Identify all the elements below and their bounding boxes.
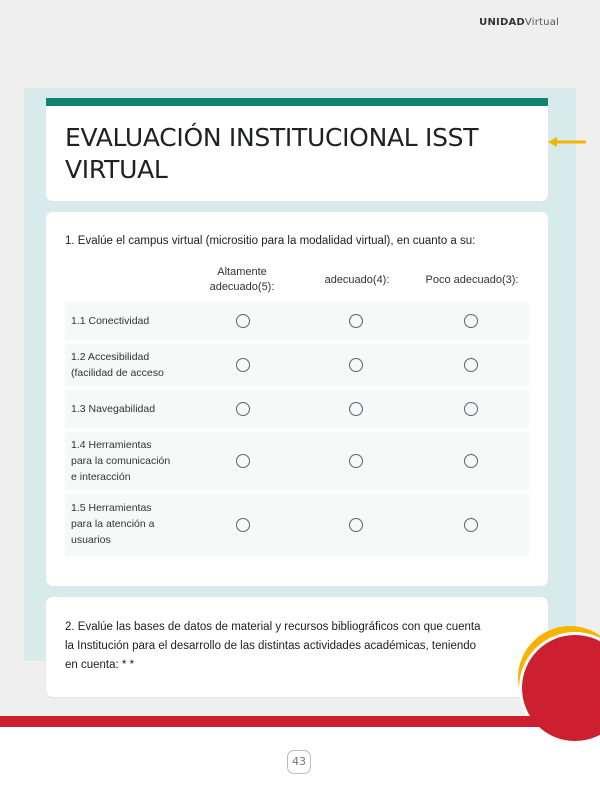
row-label: 1.1 Conectividad <box>71 315 150 327</box>
radio-accesibilidad-3[interactable] <box>464 358 478 372</box>
row-label: 1.2 Accesibilidad (facilidad de acceso <box>71 351 164 379</box>
radio-accesibilidad-4[interactable] <box>349 358 363 372</box>
row-label: 1.5 Herramientas para la atención a usuarios <box>71 502 155 546</box>
form-title: EVALUACIÓN INSTITUCIONAL ISST VIRTUAL <box>65 123 479 184</box>
radio-navegabilidad-3[interactable] <box>464 402 478 416</box>
brand-logo: UNIDADVirtual <box>479 17 559 28</box>
radio-atencion-3[interactable] <box>464 518 478 532</box>
grid-row-comunicacion <box>65 432 529 490</box>
radio-comunicacion-5[interactable] <box>236 454 250 468</box>
row-label: 1.3 Navegabilidad <box>71 403 156 415</box>
row-label: 1.4 Herramientas para la comunicación e interacción <box>71 439 171 483</box>
footer-red-band <box>0 716 600 727</box>
radio-atencion-4[interactable] <box>349 518 363 532</box>
radio-comunicacion-3[interactable] <box>464 454 478 468</box>
question-2-card <box>46 597 548 697</box>
radio-conectividad-5[interactable] <box>236 314 250 328</box>
title-accent-bar <box>46 98 548 106</box>
page-number: 43 <box>287 750 311 774</box>
grid-row-atencion <box>65 494 529 556</box>
radio-accesibilidad-5[interactable] <box>236 358 250 372</box>
radio-navegabilidad-5[interactable] <box>236 402 250 416</box>
form-screenshot <box>24 88 576 671</box>
radio-conectividad-3[interactable] <box>464 314 478 328</box>
question-2-text: 2. Evalúe las bases de datos de material y recursos bibliográficos con que cuenta la Institución para el desarrollo de las distintas actividades académicas, teniendo en cuenta: * * <box>65 621 481 671</box>
grid-row-conectividad <box>65 302 529 340</box>
form-title-card <box>46 98 548 201</box>
grid-row-navegabilidad <box>65 390 529 428</box>
column-header-adecuado: adecuado(4): <box>324 274 390 286</box>
arrow-left-icon <box>548 137 588 147</box>
radio-navegabilidad-4[interactable] <box>349 402 363 416</box>
column-header-altamente: Altamente adecuado(5): <box>209 266 275 293</box>
radio-conectividad-4[interactable] <box>349 314 363 328</box>
decorative-circles-icon <box>500 610 600 730</box>
radio-atencion-5[interactable] <box>236 518 250 532</box>
grid-row-accesibilidad <box>65 344 529 386</box>
radio-comunicacion-4[interactable] <box>349 454 363 468</box>
question-1-card <box>46 212 548 586</box>
question-1-text: 1. Evalúe el campus virtual (micrositio para la modalidad virtual), en cuanto a su: <box>65 235 476 247</box>
column-header-poco-adecuado: Poco adecuado(3): <box>425 274 519 286</box>
